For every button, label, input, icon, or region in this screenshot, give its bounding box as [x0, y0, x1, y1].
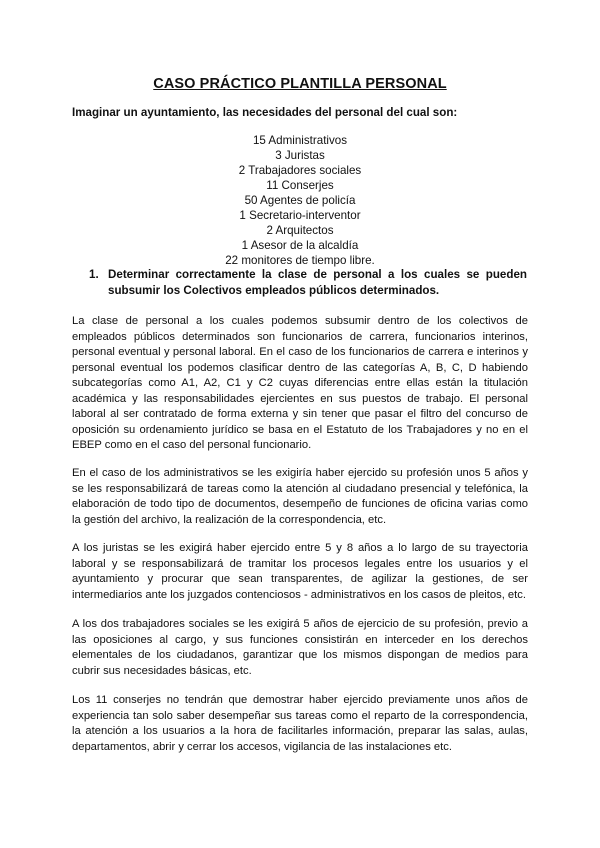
document-title: CASO PRÁCTICO PLANTILLA PERSONAL — [153, 76, 447, 92]
list-item: 15 Administrativos — [252, 134, 348, 147]
staff-list — [0, 133, 600, 268]
paragraph: A los dos trabajadores sociales se les exigirá 5 años de ejercicio de su profesión, previo a las oposiciones al cargo, y sus funciones consistirán en interceder en los derechos elementales de los ciudadanos, garantizar que los mismos dispongan de medios para cubrir sus necesidades básicas, etc. — [72, 618, 528, 677]
list-item: 50 Agentes de policía — [244, 194, 356, 207]
list-item: 3 Juristas — [275, 149, 325, 162]
paragraph: En el caso de los administrativos se les exigiría haber ejercido su profesión unos 5 años y se les responsabilizará de tareas como la atención al ciudadano presencial y telefónica, la elaboración de todo tipo de documentos, desempeño de funciones de oficina varias como la gestión del archivo, la realización de la correspondencia, etc. — [72, 467, 528, 526]
paragraph: La clase de personal a los cuales podemos subsumir dentro de los colectivos de empleados públicos determinados son funcionarios de carrera, funcionarios interinos, personal eventual y personal laboral. En el caso de los funcionarios de carrera e interinos y personal eventual los podemos clasificar dentro de las categorías A, B, C, D habiendo subcategorías como A1, A2, C1 y C2 cuyas diferencias entre ellas están la titulación académica y las responsabilidades ejercientes en sus puestos de trabajo. El personal laboral al ser contratado de forma externa y sin tener que pasar el filtro del concurso de oposición su ordenamiento jurídico se basa en el Estatuto de los Trabajadores y no en el EBEP como en el caso del personal funcionario. — [72, 315, 528, 451]
list-item: 1 Secretario-interventor — [239, 209, 361, 222]
list-item: 11 Conserjes — [266, 179, 334, 192]
paragraph: A los juristas se les exigirá haber ejercido entre 5 y 8 años a lo largo de su trayectoria laboral y se responsabilizará de tramitar los procesos legales entre los usuarios y el ayuntamiento y procurar que sean transparentes, de agilizar la gestiones, de ser intermediarios ante los juzgados contenciosos - administrativos en los casos de pleitos, etc. — [72, 542, 528, 601]
list-item: 2 Arquitectos — [266, 224, 334, 237]
intro-text: Imaginar un ayuntamiento, las necesidades del personal del cual son: — [72, 106, 458, 119]
paragraph: Los 11 conserjes no tendrán que demostrar haber ejercido previamente unos años de experiencia tan solo saber desempeñar sus tareas como el reparto de la correspondencia, la atención a los usuarios a la hora de facilitarles información, preparar las salas, aulas, departamentos, abrir y cerrar los accesos, vigilancia de las instalaciones etc. — [72, 694, 528, 753]
list-item: 22 monitores de tiempo libre. — [225, 254, 375, 267]
question-number: 1. — [89, 268, 99, 281]
question-1 — [89, 267, 527, 298]
list-item: 2 Trabajadores sociales — [238, 164, 362, 177]
question-text: Determinar correctamente la clase de personal a los cuales se pueden subsumir los Colectivos empleados públicos determinados. — [108, 268, 527, 297]
list-item: 1 Asesor de la alcaldía — [241, 239, 359, 252]
